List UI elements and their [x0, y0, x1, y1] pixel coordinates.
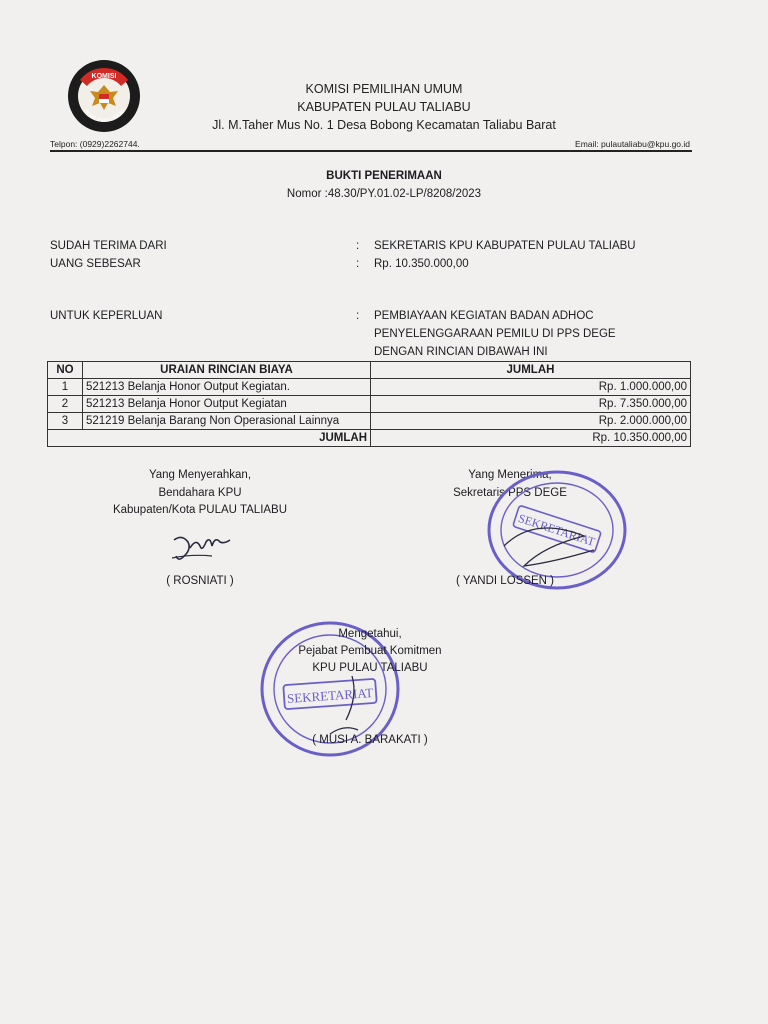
document-number: Nomor :48.30/PY.01.02-LP/8208/2023	[286, 188, 482, 200]
receiver-role: Yang Menerima,	[468, 469, 552, 481]
giver-role: Yang Menyerahkan,	[148, 469, 252, 481]
receiver-title: Sekretaris PPS DEGE	[453, 487, 567, 499]
amount-label: UANG SEBESAR	[50, 258, 141, 270]
giver-signature	[168, 528, 238, 564]
giver-name: ( ROSNIATI )	[166, 575, 234, 587]
row-no: 1	[48, 379, 83, 396]
row-no: 3	[48, 413, 83, 430]
table-row	[48, 379, 691, 396]
row-description: 521213 Belanja Honor Output Kegiatan.	[83, 379, 371, 396]
logo-text-bottom: PEMILIHAN UMUM	[81, 108, 127, 125]
row-description: 521219 Belanja Barang Non Operasional Lainnya	[83, 413, 371, 430]
colon: :	[356, 240, 360, 252]
colon: :	[356, 258, 360, 270]
receiver-stamp-text: SEKRETARIAT	[516, 510, 597, 549]
header-amount: JUMLAH	[371, 362, 691, 379]
purpose-label: UNTUK KEPERLUAN	[50, 310, 163, 322]
logo-text-top: KOMISI	[91, 73, 117, 80]
receiver-name: ( YANDI LOSSEN )	[456, 575, 554, 587]
table-total-row	[48, 430, 691, 447]
approver-title: Pejabat Pembuat Komitmen	[298, 645, 442, 657]
org-region: KABUPATEN PULAU TALIABU	[297, 100, 471, 114]
org-name: KOMISI PEMILIHAN UMUM	[305, 82, 463, 96]
table-row	[48, 396, 691, 413]
header-divider	[50, 150, 692, 152]
total-value: Rp. 10.350.000,00	[371, 430, 691, 447]
approver-stamp-text: SEKRETARIAT	[286, 685, 374, 706]
received-from-label: SUDAH TERIMA DARI	[50, 240, 167, 252]
total-label: JUMLAH	[48, 430, 371, 447]
header-no: NO	[48, 362, 83, 379]
table-header-row	[48, 362, 691, 379]
approver-office: KPU PULAU TALIABU	[312, 662, 428, 674]
org-address: Jl. M.Taher Mus No. 1 Desa Bobong Kecamatan Taliabu Barat	[212, 118, 556, 132]
purpose-line-2: PENYELENGGARAAN PEMILU DI PPS DEGE	[374, 328, 616, 340]
phone-text: Telpon: (0929)2262744.	[50, 139, 140, 149]
giver-title: Bendahara KPU	[158, 487, 242, 499]
amount-value: Rp. 10.350.000,00	[374, 258, 469, 270]
row-description: 521213 Belanja Honor Output Kegiatan	[83, 396, 371, 413]
giver-office: Kabupaten/Kota PULAU TALIABU	[112, 504, 288, 516]
table-row	[48, 413, 691, 430]
row-amount: Rp. 2.000.000,00	[371, 413, 691, 430]
row-amount: Rp. 1.000.000,00	[371, 379, 691, 396]
approver-role: Mengetahui,	[338, 628, 402, 640]
row-amount: Rp. 7.350.000,00	[371, 396, 691, 413]
document-title: BUKTI PENERIMAAN	[326, 170, 442, 182]
received-from-value: SEKRETARIS KPU KABUPATEN PULAU TALIABU	[374, 240, 636, 252]
header-description: URAIAN RINCIAN BIAYA	[83, 362, 371, 379]
purpose-line-3: DENGAN RINCIAN DIBAWAH INI	[374, 346, 548, 358]
colon: :	[356, 310, 360, 322]
cost-breakdown-table	[47, 361, 691, 447]
purpose-line-1: PEMBIAYAAN KEGIATAN BADAN ADHOC	[374, 310, 594, 322]
email-text: Email: pulautaliabu@kpu.go.id	[575, 139, 690, 149]
approver-name: ( MUSI A. BARAKATI )	[312, 734, 428, 746]
row-no: 2	[48, 396, 83, 413]
